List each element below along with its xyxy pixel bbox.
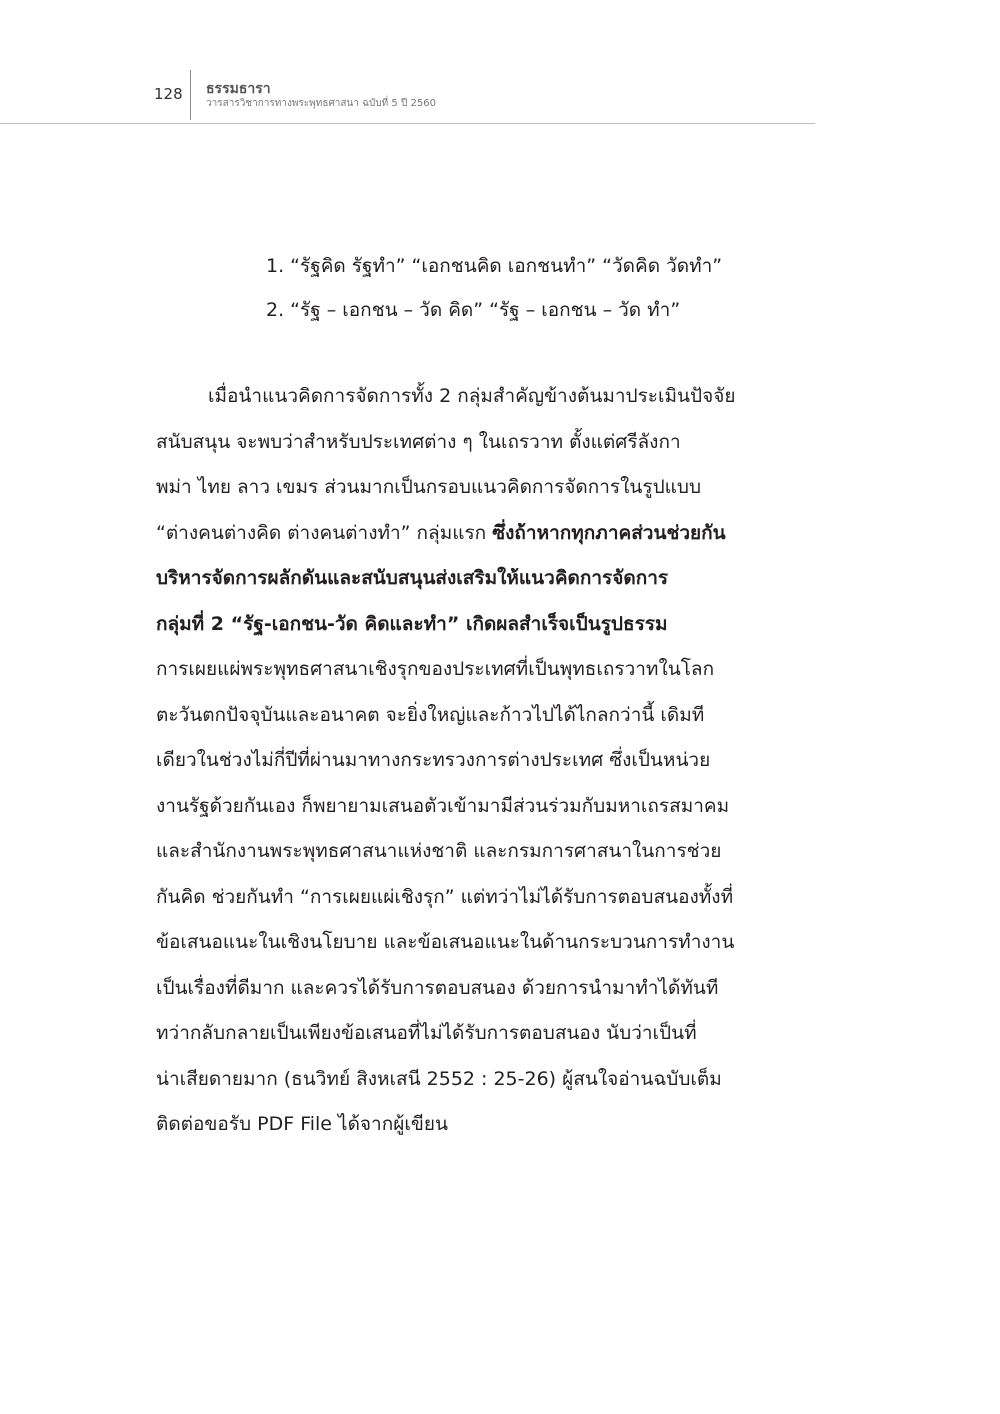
paragraph-line: ทว่ากลับกลายเป็นเพียงข้อเสนอที่ไม่ได้รับการตอบสนอง นับว่าเป็นที่ bbox=[156, 1022, 697, 1044]
paragraph-bold-line: กลุ่มที่ 2 “รัฐ-เอกชน-วัด คิดและทำ” เกิดผลสำเร็จเป็นรูปธรรม bbox=[156, 612, 668, 635]
paragraph-line: สนับสนุน จะพบว่าสำหรับประเทศต่าง ๆ ในเถรวาท ตั้งแต่ศรีลังกา bbox=[156, 430, 681, 453]
page-number: 128 bbox=[154, 85, 183, 103]
paragraph-line: ตะวันตกปัจจุบันและอนาคต จะยิ่งใหญ่และก้าวไปได้ไกลกว่านี้ เดิมที bbox=[156, 703, 705, 726]
header-rule bbox=[0, 123, 815, 124]
paragraph-line: พม่า ไทย ลาว เขมร ส่วนมากเป็นกรอบแนวคิดการจัดการในรูปแบบ bbox=[156, 476, 702, 498]
paragraph-text: “ต่างคนต่างคิด ต่างคนต่างทำ” กลุ่มแรก bbox=[156, 521, 493, 544]
journal-title: ธรรมธารา bbox=[206, 81, 271, 97]
paragraph-line: การเผยแผ่พระพุทธศาสนาเชิงรุกของประเทศที่เป็นพุทธเถรวาทในโลก bbox=[156, 658, 715, 680]
paragraph-line: น่าเสียดายมาก (ธนวิทย์ สิงหเสนี 2552 : 25-26) ผู้สนใจอ่านฉบับเต็ม bbox=[156, 1067, 722, 1090]
paragraph-bold-text: ซึ่งถ้าหากทุกภาคส่วนช่วยกัน bbox=[492, 521, 726, 544]
paragraph-line: กันคิด ช่วยกันทำ “การเผยแผ่เชิงรุก” แต่ทว่าไม่ได้รับการตอบสนองทั้งที่ bbox=[156, 885, 734, 908]
header-vertical-divider bbox=[190, 70, 191, 120]
paragraph-bold-line: บริหารจัดการผลักดันและสนับสนุนส่งเสริมให้แนวคิดการจัดการ bbox=[156, 567, 669, 589]
paragraph-line: และสำนักงานพระพุทธศาสนาแห่งชาติ และกรมการศาสนาในการช่วย bbox=[156, 840, 722, 862]
paragraph-line: เมื่อนำแนวคิดการจัดการทั้ง 2 กลุ่มสำคัญข้างต้นมาประเมินปัจจัย bbox=[208, 385, 736, 407]
paragraph-line-mixed bbox=[156, 511, 818, 557]
page-header bbox=[0, 0, 1000, 126]
paragraph-line: เป็นเรื่องที่ดีมาก และควรได้รับการตอบสนอง ด้วยการนำมาทำได้ทันที bbox=[156, 976, 719, 999]
body-paragraph bbox=[156, 374, 818, 1148]
journal-subtitle: วารสารวิชาการทางพระพุทธศาสนา ฉบับที่ 5 ปี 2560 bbox=[206, 98, 436, 109]
paragraph-line: เดียวในช่วงไม่กี่ปีที่ผ่านมาทางกระทรวงการต่างประเทศ ซึ่งเป็นหน่วย bbox=[156, 749, 711, 771]
list-item: 2. “รัฐ – เอกชน – วัด คิด” “รัฐ – เอกชน – วัด ทำ” bbox=[266, 299, 681, 321]
paragraph-line: งานรัฐด้วยกันเอง ก็พยายามเสนอตัวเข้ามามีส่วนร่วมกับมหาเถรสมาคม bbox=[156, 794, 730, 817]
numbered-list bbox=[266, 244, 826, 332]
list-item: 1. “รัฐคิด รัฐทำ” “เอกชนคิด เอกชนทำ” “วัดคิด วัดทำ” bbox=[266, 255, 723, 277]
paragraph-line: ข้อเสนอแนะในเชิงนโยบาย และข้อเสนอแนะในด้านกระบวนการทำงาน bbox=[156, 931, 735, 953]
paragraph-line: ติดต่อขอรับ PDF File ได้จากผู้เขียน bbox=[156, 1113, 448, 1135]
